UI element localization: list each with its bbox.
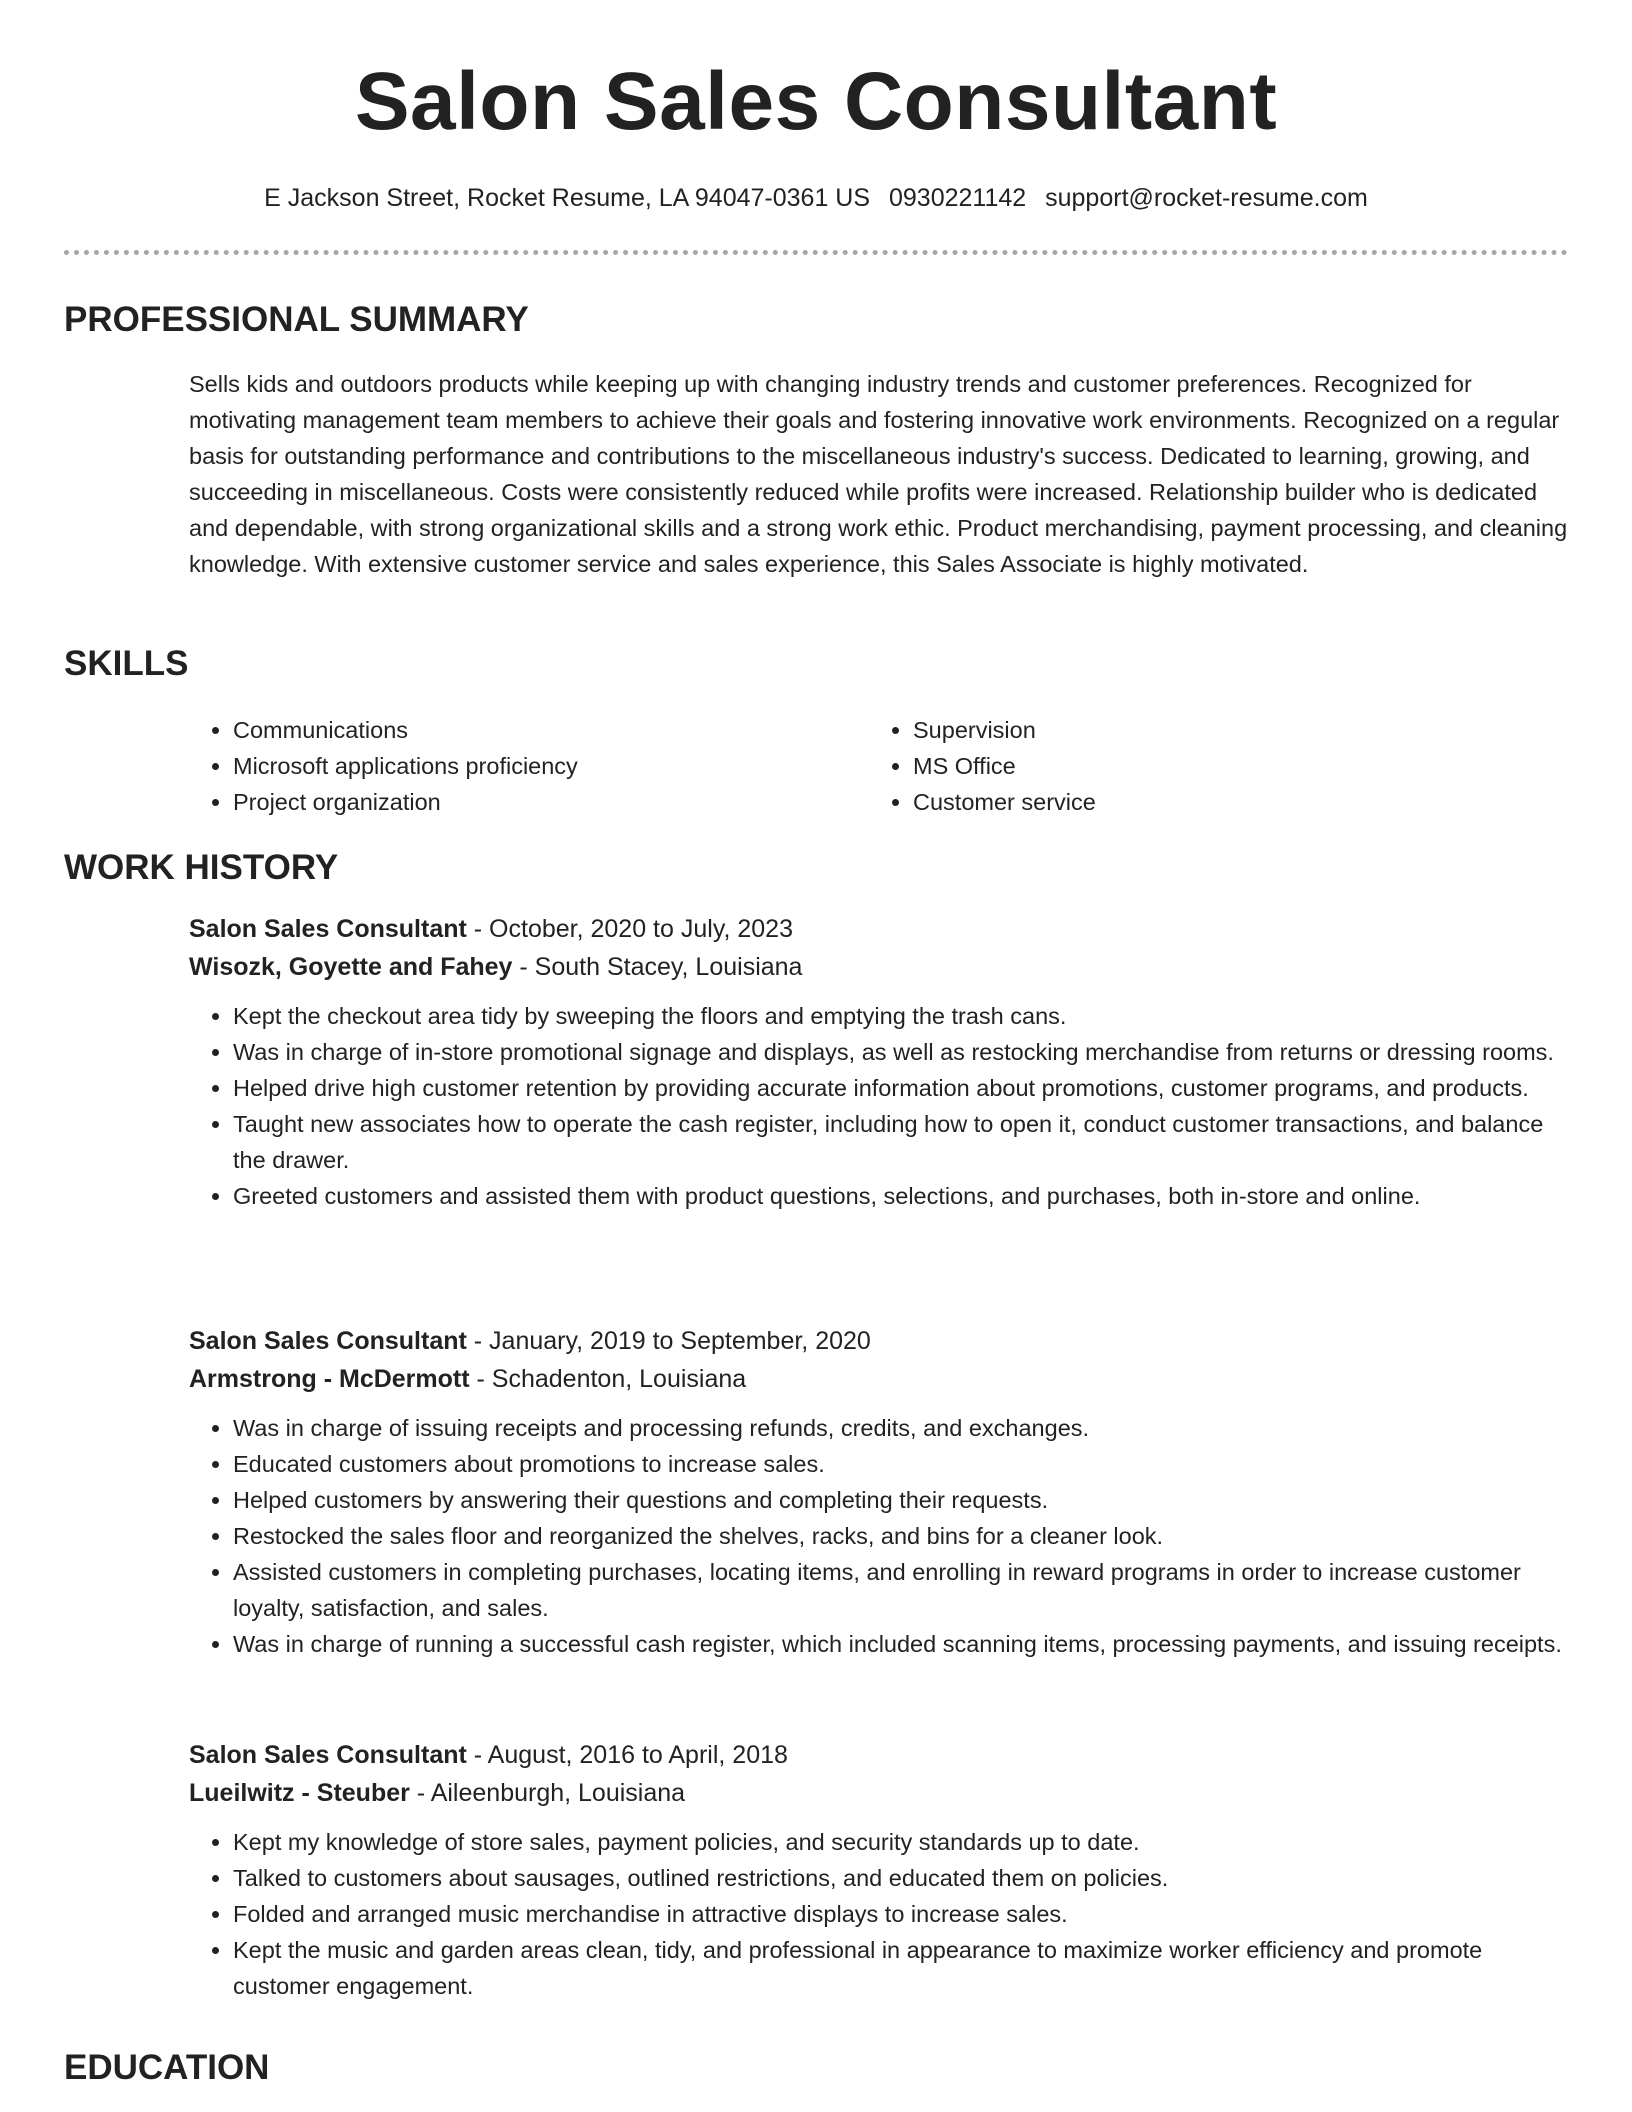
job-company: Wisozk, Goyette and Fahey: [189, 953, 513, 981]
job-company-line: [189, 948, 1569, 986]
skill-item: • MS Office: [913, 748, 1549, 784]
job-company: Lueilwitz - Steuber: [189, 1779, 410, 1807]
skills-column-right: [869, 712, 1549, 820]
job-bullet: • Kept the checkout area tidy by sweeping the floors and emptying the trash cans.: [233, 998, 1569, 1034]
job-bullets: [189, 1824, 1569, 2004]
summary-text: Sells kids and outdoors products while keeping up with changing industry trends and customer preferences. Recognized for motivating management team members to achieve their goals and fostering innovative work environments. Recognized on a regular basis for outstanding performance and contributions to the miscellaneous industry's success. Dedicated to learning, growing, and succeeding in miscellaneous. Costs were consistently reduced while profits were increased. Relationship builder who is dedicated and dependable, with strong organizational skills and a strong work ethic. Product merchandising, payment processing, and cleaning knowledge. With extensive customer service and sales experience, this Sales Associate is highly motivated.: [189, 371, 1568, 577]
skill-item: • Microsoft applications proficiency: [233, 748, 869, 784]
summary-heading: PROFESSIONAL SUMMARY: [64, 300, 529, 339]
job-title-line: [189, 1322, 1569, 1360]
job-company: Armstrong - McDermott: [189, 1365, 470, 1393]
skills-column-left: [189, 712, 869, 820]
job-bullet: • Was in charge of issuing receipts and processing refunds, credits, and exchanges.: [233, 1410, 1569, 1446]
candidate-name: Salon Sales Consultant: [354, 56, 1278, 147]
job-bullet: • Restocked the sales floor and reorganized the shelves, racks, and bins for a cleaner look.: [233, 1518, 1569, 1554]
contact-phone: 0930221142: [888, 184, 1027, 212]
work-history-heading: WORK HISTORY: [64, 848, 339, 887]
skill-item: • Customer service: [913, 784, 1549, 820]
job-dates: - October, 2020 to July, 2023: [466, 915, 793, 943]
job-location: - Aileenburgh, Louisiana: [409, 1779, 686, 1807]
job-company-line: [189, 1774, 1569, 1812]
job-entry: [189, 910, 1569, 1214]
job-entry: [189, 1736, 1569, 2004]
job-bullet: • Assisted customers in completing purchases, locating items, and enrolling in reward programs in order to increase customer loyalty, satisfaction, and sales.: [233, 1554, 1569, 1626]
skill-item: • Project organization: [233, 784, 869, 820]
job-bullet: • Kept the music and garden areas clean, tidy, and professional in appearance to maximize worker efficiency and promote customer engagement.: [233, 1932, 1569, 2004]
skills-heading: SKILLS: [64, 644, 189, 683]
job-title: Salon Sales Consultant: [189, 915, 467, 943]
job-location: - Schadenton, Louisiana: [469, 1365, 747, 1393]
job-bullet: • Helped customers by answering their questions and completing their requests.: [233, 1482, 1569, 1518]
job-title-line: [189, 1736, 1569, 1774]
job-title: Salon Sales Consultant: [189, 1327, 467, 1355]
job-dates: - January, 2019 to September, 2020: [466, 1327, 871, 1355]
job-location: - South Stacey, Louisiana: [512, 953, 803, 981]
contact-email: support@rocket-resume.com: [1045, 184, 1368, 212]
job-bullets: [189, 998, 1569, 1214]
job-dates: - August, 2016 to April, 2018: [466, 1741, 788, 1769]
skill-item: • Communications: [233, 712, 869, 748]
contact-address: E Jackson Street, Rocket Resume, LA 94047-0361 US: [264, 184, 871, 212]
job-bullet: • Talked to customers about sausages, outlined restrictions, and educated them on policies.: [233, 1860, 1569, 1896]
contact-line: [0, 180, 1632, 216]
job-bullet: • Was in charge of running a successful cash register, which included scanning items, processing payments, and issuing receipts.: [233, 1626, 1569, 1662]
job-bullet: • Was in charge of in-store promotional signage and displays, as well as restocking merchandise from returns or dressing rooms.: [233, 1034, 1569, 1070]
job-bullet: • Greeted customers and assisted them with product questions, selections, and purchases, both in-store and online.: [233, 1178, 1569, 1214]
job-entry: [189, 1322, 1569, 1662]
job-title: Salon Sales Consultant: [189, 1741, 467, 1769]
job-bullet: • Taught new associates how to operate the cash register, including how to open it, conduct customer transactions, and balance the drawer.: [233, 1106, 1569, 1178]
job-bullets: [189, 1410, 1569, 1662]
job-bullet: • Helped drive high customer retention by providing accurate information about promotions, customer programs, and products.: [233, 1070, 1569, 1106]
job-company-line: [189, 1360, 1569, 1398]
job-bullet: • Educated customers about promotions to increase sales.: [233, 1446, 1569, 1482]
header-divider: [64, 250, 1568, 255]
job-title-line: [189, 910, 1569, 948]
education-heading: EDUCATION: [64, 2048, 270, 2087]
job-bullet: • Folded and arranged music merchandise in attractive displays to increase sales.: [233, 1896, 1569, 1932]
job-bullet: • Kept my knowledge of store sales, payment policies, and security standards up to date.: [233, 1824, 1569, 1860]
skill-item: • Supervision: [913, 712, 1549, 748]
skills-list: [189, 712, 1569, 820]
